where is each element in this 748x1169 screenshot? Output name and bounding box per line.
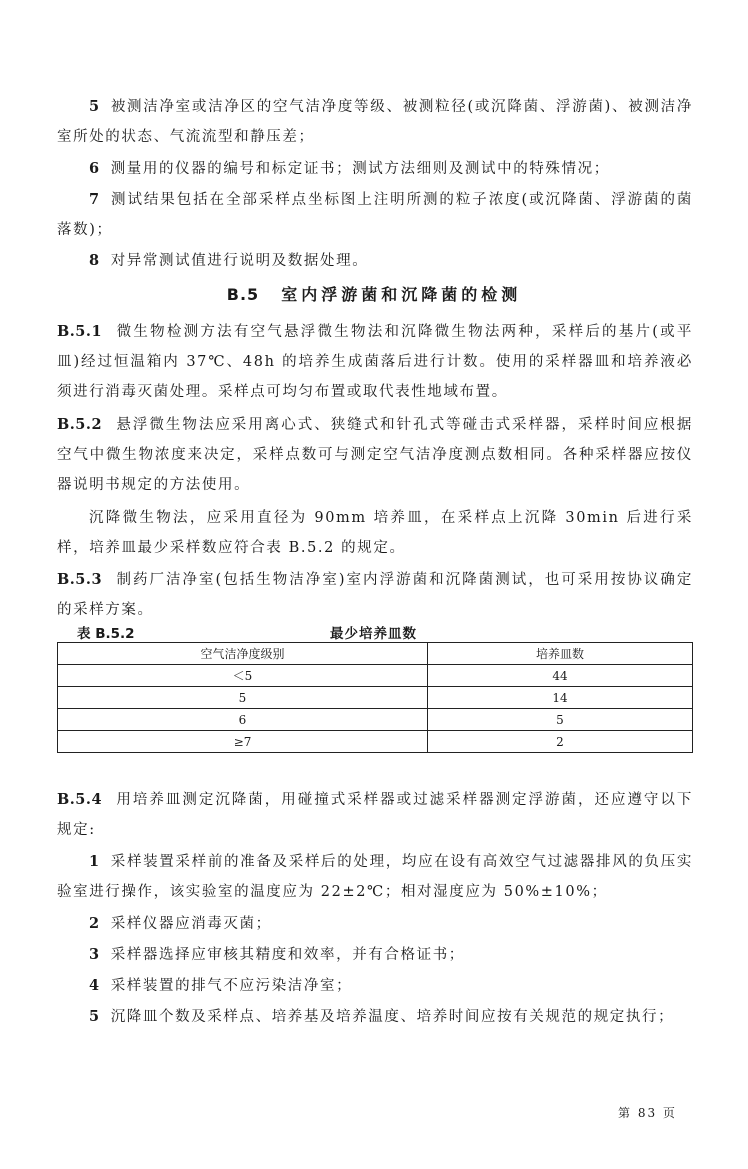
table-row — [58, 709, 693, 731]
item-text: 沉降皿个数及采样点、培养基及培养温度、培养时间应按有关规范的规定执行； — [110, 1009, 675, 1025]
table-cell: 6 — [58, 709, 428, 731]
item-number: 6 — [89, 160, 101, 177]
table-title: 最少培养皿数 — [330, 626, 417, 642]
clause-id: B.5.2 — [57, 416, 103, 433]
list-item — [57, 185, 693, 245]
clause-id: B.5.1 — [57, 323, 103, 340]
table-cell: 5 — [428, 709, 693, 731]
clause-id: B.5.4 — [57, 791, 103, 808]
list-item — [57, 1002, 693, 1032]
list-item — [57, 92, 693, 152]
clause-b-5-3 — [57, 565, 693, 625]
list-item — [57, 847, 693, 907]
list-item — [57, 971, 693, 1001]
clause-text: 微生物检测方法有空气悬浮微生物法和沉降微生物法两种，采样后的基片(或平皿)经过恒温箱内 37℃、48h 的培养生成菌落后进行计数。使用的采样器皿和培养液必须进行消毒灭菌处理。采样点可均匀布置或取代表性地域布置。 — [57, 324, 693, 400]
clause-b-5-4 — [57, 785, 693, 845]
min-petri-dish-table — [57, 642, 693, 753]
header-dish-count: 培养皿数 — [428, 643, 693, 665]
item-text: 被测洁净室或洁净区的空气洁净度等级、被测粒径(或沉降菌、浮游菌)、被测洁净室所处的状态、气流流型和静压差； — [57, 99, 693, 145]
clause-text: 用培养皿测定沉降菌，用碰撞式采样器或过滤采样器测定浮游菌，还应遵守以下规定: — [57, 792, 693, 838]
clause-b-5-1 — [57, 317, 693, 407]
section-title: 室内浮游菌和沉降菌的检测 — [281, 285, 522, 304]
item-text: 对异常测试值进行说明及数据处理。 — [110, 253, 369, 269]
header-cleanliness-class: 空气洁净度级别 — [58, 643, 428, 665]
table-caption — [57, 622, 693, 642]
clause-text: 悬浮微生物法应采用离心式、狭缝式和针孔式等碰击式采样器，采样时间应根据空气中微生物浓度来决定，采样点数可与测定空气洁净度测点数相同。各种采样器应按仪器说明书规定的方法使用。 — [57, 417, 693, 493]
list-item — [57, 940, 693, 970]
section-number: B.5 — [226, 285, 260, 304]
clause-text: 制药厂洁净室(包括生物洁净室)室内浮游菌和沉降菌测试，也可采用按协议确定的采样方案。 — [57, 572, 693, 618]
item-text: 采样仪器应消毒灭菌； — [110, 916, 272, 932]
item-number: 2 — [89, 915, 101, 932]
table-cell: ＜5 — [58, 665, 428, 687]
item-number: 1 — [89, 853, 101, 870]
table-id: 表 B.5.2 — [77, 626, 135, 642]
item-text: 测试结果包括在全部采样点坐标图上注明所测的粒子浓度(或沉降菌、浮游菌的菌落数)； — [57, 192, 693, 238]
clause-id: B.5.3 — [57, 571, 103, 588]
clause-paragraph: 沉降微生物法，应采用直径为 90mm 培养皿，在采样点上沉降 30min 后进行采样，培养皿最少采样数应符合表 B.5.2 的规定。 — [57, 510, 693, 556]
item-text: 测量用的仪器的编号和标定证书；测试方法细则及测试中的特殊情况； — [110, 161, 610, 177]
item-number: 8 — [89, 252, 101, 269]
section-heading — [0, 282, 748, 305]
table-cell: 14 — [428, 687, 693, 709]
table-row — [58, 665, 693, 687]
table-cell: 5 — [58, 687, 428, 709]
table-cell: 2 — [428, 731, 693, 753]
item-number: 4 — [89, 977, 101, 994]
item-number: 3 — [89, 946, 101, 963]
item-number: 7 — [89, 191, 101, 208]
item-text: 采样器选择应审核其精度和效率，并有合格证书； — [110, 947, 465, 963]
item-text: 采样装置采样前的准备及采样后的处理，均应在设有高效空气过滤器排风的负压实验室进行操作，该实验室的温度应为 22±2℃；相对湿度应为 50%±10%； — [57, 854, 693, 900]
table-cell: 44 — [428, 665, 693, 687]
table-row — [58, 687, 693, 709]
item-number: 5 — [89, 98, 101, 115]
item-text: 采样装置的排气不应污染洁净室； — [110, 978, 353, 994]
list-item — [57, 246, 693, 276]
page-number: 第 83 页 — [618, 1106, 677, 1120]
table-header-row — [58, 643, 693, 665]
clause-b-5-2 — [57, 410, 693, 500]
item-number: 5 — [89, 1008, 101, 1025]
table-row — [58, 731, 693, 753]
list-item — [57, 154, 693, 184]
list-item — [57, 909, 693, 939]
table-cell: ≥7 — [58, 731, 428, 753]
